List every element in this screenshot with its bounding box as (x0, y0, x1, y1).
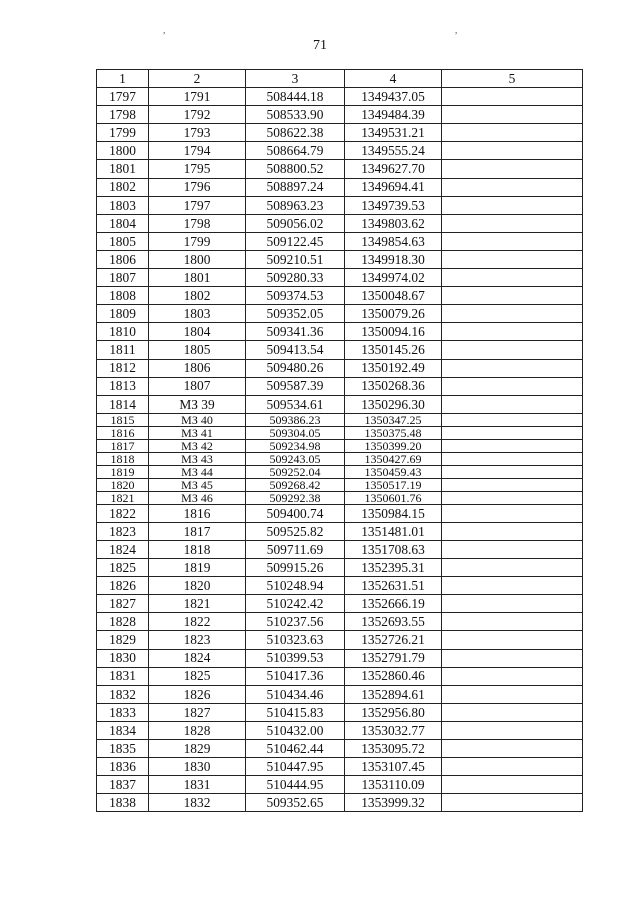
point-number-cell: 1798 (97, 106, 149, 124)
y-coordinate-cell: 1351708.63 (345, 540, 442, 558)
x-coordinate-cell: 510237.56 (246, 613, 345, 631)
note-cell (442, 595, 583, 613)
note-cell (442, 794, 583, 812)
x-coordinate-cell: 509304.05 (246, 426, 345, 439)
table-row (97, 305, 583, 323)
table-row (97, 232, 583, 250)
note-cell (442, 740, 583, 758)
x-coordinate-cell: 509525.82 (246, 522, 345, 540)
point-number-cell: 1811 (97, 341, 149, 359)
x-coordinate-cell: 509915.26 (246, 559, 345, 577)
point-number-cell: 1807 (97, 269, 149, 287)
reference-cell: 1801 (149, 269, 246, 287)
note-cell (442, 124, 583, 142)
table-row (97, 178, 583, 196)
reference-cell: 1800 (149, 250, 246, 268)
point-number-cell: 1826 (97, 577, 149, 595)
point-number-cell: 1825 (97, 559, 149, 577)
table-row (97, 478, 583, 491)
point-number-cell: 1808 (97, 287, 149, 305)
reference-cell: 1818 (149, 540, 246, 558)
note-cell (442, 721, 583, 739)
y-coordinate-cell: 1349974.02 (345, 269, 442, 287)
point-number-cell: 1835 (97, 740, 149, 758)
reference-cell: 1827 (149, 703, 246, 721)
note-cell (442, 413, 583, 426)
reference-cell: 1828 (149, 721, 246, 739)
point-number-cell: 1810 (97, 323, 149, 341)
y-coordinate-cell: 1350517.19 (345, 478, 442, 491)
y-coordinate-cell: 1350048.67 (345, 287, 442, 305)
note-cell (442, 559, 583, 577)
note-cell (442, 439, 583, 452)
x-coordinate-cell: 510447.95 (246, 758, 345, 776)
y-coordinate-cell: 1351481.01 (345, 522, 442, 540)
x-coordinate-cell: 509413.54 (246, 341, 345, 359)
note-cell (442, 613, 583, 631)
reference-cell: 1830 (149, 758, 246, 776)
table-row (97, 703, 583, 721)
note-cell (442, 359, 583, 377)
y-coordinate-cell: 1349437.05 (345, 88, 442, 106)
point-number-cell: 1819 (97, 465, 149, 478)
reference-cell: 1799 (149, 232, 246, 250)
x-coordinate-cell: 509122.45 (246, 232, 345, 250)
table-row (97, 142, 583, 160)
x-coordinate-cell: 510323.63 (246, 631, 345, 649)
y-coordinate-cell: 1350145.26 (345, 341, 442, 359)
point-number-cell: 1821 (97, 491, 149, 504)
reference-cell: 1796 (149, 178, 246, 196)
reference-cell: 1795 (149, 160, 246, 178)
table-row (97, 124, 583, 142)
note-cell (442, 250, 583, 268)
y-coordinate-cell: 1349531.21 (345, 124, 442, 142)
page-number: 71 (313, 38, 327, 53)
table-row (97, 439, 583, 452)
reference-cell: МЗ 40 (149, 413, 246, 426)
reference-cell: 1804 (149, 323, 246, 341)
point-number-cell: 1814 (97, 395, 149, 413)
x-coordinate-cell: 508963.23 (246, 196, 345, 214)
x-coordinate-cell: 509711.69 (246, 540, 345, 558)
note-cell (442, 685, 583, 703)
table-row (97, 269, 583, 287)
reference-cell: 1819 (149, 559, 246, 577)
y-coordinate-cell: 1353110.09 (345, 776, 442, 794)
note-cell (442, 504, 583, 522)
reference-cell: 1825 (149, 667, 246, 685)
table-row (97, 776, 583, 794)
point-number-cell: 1815 (97, 413, 149, 426)
y-coordinate-cell: 1353032.77 (345, 721, 442, 739)
y-coordinate-cell: 1352956.80 (345, 703, 442, 721)
x-coordinate-cell: 510399.53 (246, 649, 345, 667)
note-cell (442, 395, 583, 413)
reference-cell: МЗ 42 (149, 439, 246, 452)
y-coordinate-cell: 1350347.25 (345, 413, 442, 426)
x-coordinate-cell: 508444.18 (246, 88, 345, 106)
coordinates-table (96, 69, 583, 812)
reference-cell: 1817 (149, 522, 246, 540)
point-number-cell: 1812 (97, 359, 149, 377)
x-coordinate-cell: 508533.90 (246, 106, 345, 124)
y-coordinate-cell: 1350601.76 (345, 491, 442, 504)
x-coordinate-cell: 509352.05 (246, 305, 345, 323)
point-number-cell: 1797 (97, 88, 149, 106)
reference-cell: 1826 (149, 685, 246, 703)
note-cell (442, 426, 583, 439)
y-coordinate-cell: 1349484.39 (345, 106, 442, 124)
table-row (97, 250, 583, 268)
x-coordinate-cell: 509480.26 (246, 359, 345, 377)
point-number-cell: 1831 (97, 667, 149, 685)
table-row (97, 413, 583, 426)
note-cell (442, 305, 583, 323)
table-row (97, 631, 583, 649)
y-coordinate-cell: 1349739.53 (345, 196, 442, 214)
y-coordinate-cell: 1352631.51 (345, 577, 442, 595)
reference-cell: 1824 (149, 649, 246, 667)
point-number-cell: 1809 (97, 305, 149, 323)
point-number-cell: 1837 (97, 776, 149, 794)
header-cell-5: 5 (442, 70, 583, 88)
y-coordinate-cell: 1353107.45 (345, 758, 442, 776)
point-number-cell: 1801 (97, 160, 149, 178)
note-cell (442, 160, 583, 178)
point-number-cell: 1834 (97, 721, 149, 739)
table-row (97, 613, 583, 631)
note-cell (442, 452, 583, 465)
y-coordinate-cell: 1349918.30 (345, 250, 442, 268)
table-row (97, 377, 583, 395)
table-row (97, 740, 583, 758)
point-number-cell: 1816 (97, 426, 149, 439)
table-row (97, 359, 583, 377)
table-row (97, 465, 583, 478)
reference-cell: 1807 (149, 377, 246, 395)
y-coordinate-cell: 1352726.21 (345, 631, 442, 649)
table-row (97, 595, 583, 613)
point-number-cell: 1805 (97, 232, 149, 250)
x-coordinate-cell: 509386.23 (246, 413, 345, 426)
x-coordinate-cell: 509534.61 (246, 395, 345, 413)
header-cell-4: 4 (345, 70, 442, 88)
y-coordinate-cell: 1352395.31 (345, 559, 442, 577)
note-cell (442, 214, 583, 232)
table-row (97, 685, 583, 703)
note-cell (442, 577, 583, 595)
point-number-cell: 1823 (97, 522, 149, 540)
note-cell (442, 142, 583, 160)
y-coordinate-cell: 1352860.46 (345, 667, 442, 685)
reference-cell: МЗ 39 (149, 395, 246, 413)
y-coordinate-cell: 1350094.16 (345, 323, 442, 341)
reference-cell: МЗ 45 (149, 478, 246, 491)
x-coordinate-cell: 509352.65 (246, 794, 345, 812)
point-number-cell: 1803 (97, 196, 149, 214)
note-cell (442, 478, 583, 491)
point-number-cell: 1802 (97, 178, 149, 196)
point-number-cell: 1824 (97, 540, 149, 558)
header-cell-3: 3 (246, 70, 345, 88)
note-cell (442, 465, 583, 478)
y-coordinate-cell: 1353095.72 (345, 740, 442, 758)
note-cell (442, 341, 583, 359)
note-cell (442, 269, 583, 287)
point-number-cell: 1820 (97, 478, 149, 491)
point-number-cell: 1813 (97, 377, 149, 395)
x-coordinate-cell: 510432.00 (246, 721, 345, 739)
point-number-cell: 1800 (97, 142, 149, 160)
y-coordinate-cell: 1352791.79 (345, 649, 442, 667)
reference-cell: МЗ 44 (149, 465, 246, 478)
reference-cell: МЗ 41 (149, 426, 246, 439)
x-coordinate-cell: 509400.74 (246, 504, 345, 522)
table-row (97, 214, 583, 232)
x-coordinate-cell: 510417.36 (246, 667, 345, 685)
reference-cell: 1823 (149, 631, 246, 649)
x-coordinate-cell: 510444.95 (246, 776, 345, 794)
x-coordinate-cell: 509056.02 (246, 214, 345, 232)
note-cell (442, 323, 583, 341)
note-cell (442, 649, 583, 667)
reference-cell: МЗ 43 (149, 452, 246, 465)
y-coordinate-cell: 1349803.62 (345, 214, 442, 232)
note-cell (442, 178, 583, 196)
x-coordinate-cell: 509280.33 (246, 269, 345, 287)
y-coordinate-cell: 1350192.49 (345, 359, 442, 377)
table-row (97, 491, 583, 504)
point-number-cell: 1822 (97, 504, 149, 522)
point-number-cell: 1828 (97, 613, 149, 631)
note-cell (442, 758, 583, 776)
table-row (97, 504, 583, 522)
table-row (97, 522, 583, 540)
x-coordinate-cell: 510248.94 (246, 577, 345, 595)
y-coordinate-cell: 1350375.48 (345, 426, 442, 439)
x-coordinate-cell: 509243.05 (246, 452, 345, 465)
y-coordinate-cell: 1350984.15 (345, 504, 442, 522)
x-coordinate-cell: 510415.83 (246, 703, 345, 721)
note-cell (442, 88, 583, 106)
x-coordinate-cell: 508664.79 (246, 142, 345, 160)
table-row (97, 559, 583, 577)
y-coordinate-cell: 1349627.70 (345, 160, 442, 178)
table-row (97, 341, 583, 359)
reference-cell: 1793 (149, 124, 246, 142)
table-row (97, 758, 583, 776)
x-coordinate-cell: 509341.36 (246, 323, 345, 341)
table-row (97, 88, 583, 106)
note-cell (442, 196, 583, 214)
header-cell-2: 2 (149, 70, 246, 88)
point-number-cell: 1817 (97, 439, 149, 452)
reference-cell: 1792 (149, 106, 246, 124)
y-coordinate-cell: 1350459.43 (345, 465, 442, 478)
point-number-cell: 1830 (97, 649, 149, 667)
reference-cell: 1832 (149, 794, 246, 812)
x-coordinate-cell: 509210.51 (246, 250, 345, 268)
table-row (97, 794, 583, 812)
x-coordinate-cell: 508800.52 (246, 160, 345, 178)
y-coordinate-cell: 1353999.32 (345, 794, 442, 812)
table-row (97, 452, 583, 465)
table-body (97, 88, 583, 812)
reference-cell: 1829 (149, 740, 246, 758)
point-number-cell: 1838 (97, 794, 149, 812)
point-number-cell: 1806 (97, 250, 149, 268)
x-coordinate-cell: 509252.04 (246, 465, 345, 478)
reference-cell: 1820 (149, 577, 246, 595)
x-coordinate-cell: 508897.24 (246, 178, 345, 196)
note-cell (442, 540, 583, 558)
table-row (97, 323, 583, 341)
y-coordinate-cell: 1349854.63 (345, 232, 442, 250)
y-coordinate-cell: 1350399.20 (345, 439, 442, 452)
note-cell (442, 522, 583, 540)
point-number-cell: 1818 (97, 452, 149, 465)
x-coordinate-cell: 510242.42 (246, 595, 345, 613)
table-header-row (97, 70, 583, 88)
y-coordinate-cell: 1349694.41 (345, 178, 442, 196)
y-coordinate-cell: 1352693.55 (345, 613, 442, 631)
table-row (97, 649, 583, 667)
y-coordinate-cell: 1350079.26 (345, 305, 442, 323)
table-row (97, 667, 583, 685)
reference-cell: МЗ 46 (149, 491, 246, 504)
note-cell (442, 491, 583, 504)
table-row (97, 721, 583, 739)
x-coordinate-cell: 509292.38 (246, 491, 345, 504)
table-row (97, 287, 583, 305)
note-cell (442, 631, 583, 649)
reference-cell: 1791 (149, 88, 246, 106)
note-cell (442, 667, 583, 685)
point-number-cell: 1836 (97, 758, 149, 776)
x-coordinate-cell: 510462.44 (246, 740, 345, 758)
reference-cell: 1816 (149, 504, 246, 522)
reference-cell: 1802 (149, 287, 246, 305)
x-coordinate-cell: 509234.98 (246, 439, 345, 452)
y-coordinate-cell: 1352666.19 (345, 595, 442, 613)
table-row (97, 540, 583, 558)
note-cell (442, 377, 583, 395)
reference-cell: 1797 (149, 196, 246, 214)
point-number-cell: 1827 (97, 595, 149, 613)
table-row (97, 196, 583, 214)
table-row (97, 426, 583, 439)
point-number-cell: 1799 (97, 124, 149, 142)
note-cell (442, 106, 583, 124)
reference-cell: 1803 (149, 305, 246, 323)
reference-cell: 1831 (149, 776, 246, 794)
reference-cell: 1805 (149, 341, 246, 359)
table-row (97, 160, 583, 178)
scan-mark-right: , (455, 25, 458, 35)
reference-cell: 1822 (149, 613, 246, 631)
point-number-cell: 1829 (97, 631, 149, 649)
x-coordinate-cell: 510434.46 (246, 685, 345, 703)
reference-cell: 1794 (149, 142, 246, 160)
scan-mark-left: , (163, 25, 166, 35)
reference-cell: 1798 (149, 214, 246, 232)
y-coordinate-cell: 1352894.61 (345, 685, 442, 703)
reference-cell: 1806 (149, 359, 246, 377)
note-cell (442, 287, 583, 305)
x-coordinate-cell: 509268.42 (246, 478, 345, 491)
reference-cell: 1821 (149, 595, 246, 613)
point-number-cell: 1804 (97, 214, 149, 232)
y-coordinate-cell: 1350296.30 (345, 395, 442, 413)
note-cell (442, 232, 583, 250)
y-coordinate-cell: 1349555.24 (345, 142, 442, 160)
point-number-cell: 1833 (97, 703, 149, 721)
note-cell (442, 776, 583, 794)
x-coordinate-cell: 509587.39 (246, 377, 345, 395)
y-coordinate-cell: 1350268.36 (345, 377, 442, 395)
point-number-cell: 1832 (97, 685, 149, 703)
table-row (97, 395, 583, 413)
x-coordinate-cell: 509374.53 (246, 287, 345, 305)
table-row (97, 577, 583, 595)
table-row (97, 106, 583, 124)
note-cell (442, 703, 583, 721)
header-cell-1: 1 (97, 70, 149, 88)
y-coordinate-cell: 1350427.69 (345, 452, 442, 465)
x-coordinate-cell: 508622.38 (246, 124, 345, 142)
